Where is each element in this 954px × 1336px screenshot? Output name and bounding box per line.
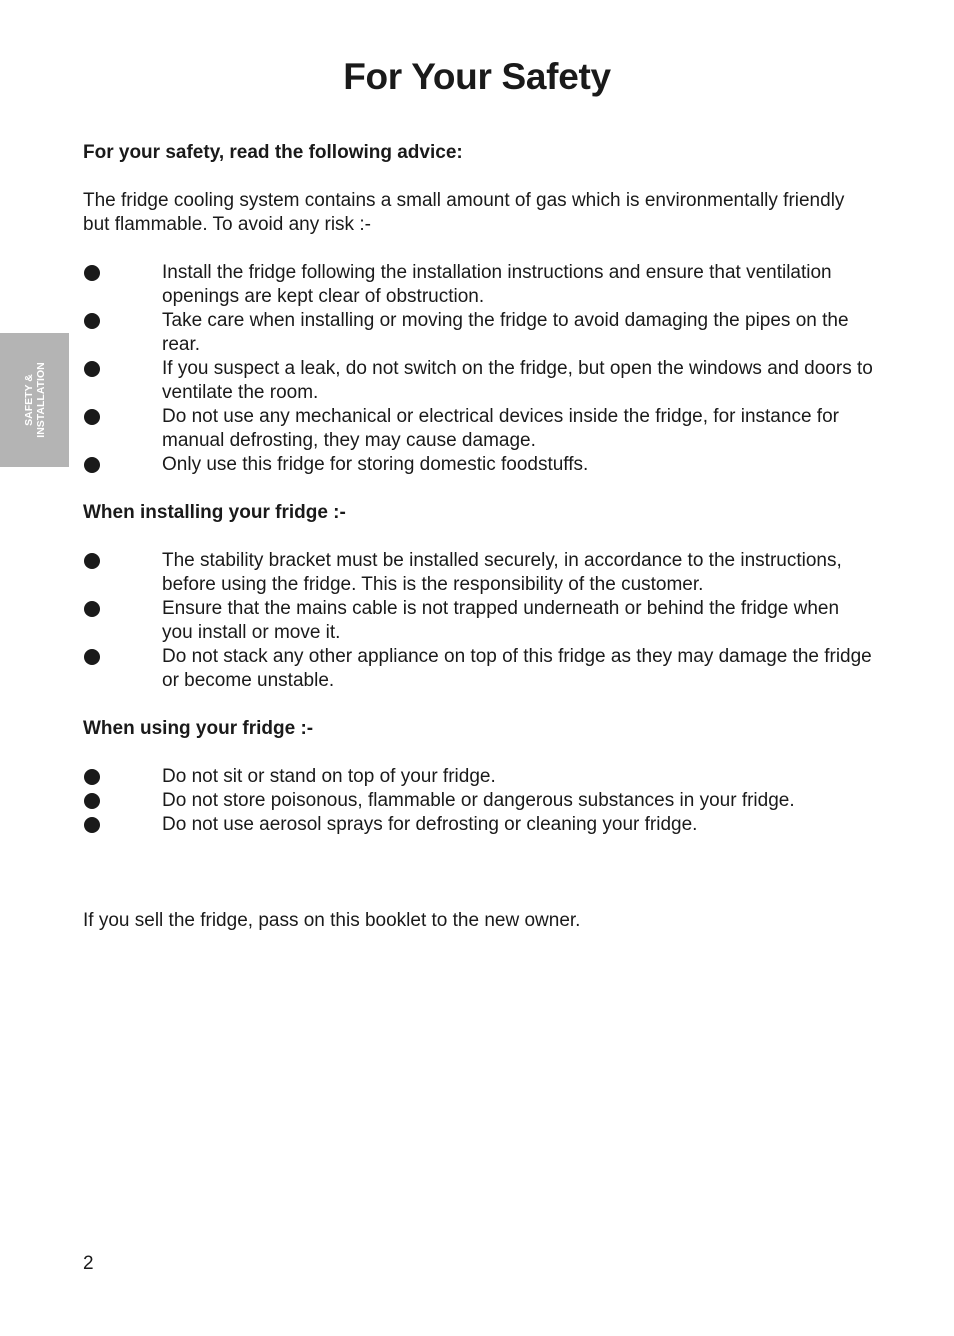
using-bullet-list bbox=[83, 765, 873, 837]
list-item: Take care when installing or moving the fridge to avoid damaging the pipes on the rear. bbox=[83, 309, 873, 357]
bullet-icon bbox=[84, 769, 100, 785]
bullet-icon bbox=[84, 361, 100, 377]
bullet-icon bbox=[84, 313, 100, 329]
intro-paragraph: The fridge cooling system contains a small amount of gas which is environmentally friendly but flammable. To avoid any risk :- bbox=[83, 190, 845, 235]
bullet-icon bbox=[84, 553, 100, 569]
page-title: For Your Safety bbox=[343, 56, 611, 97]
intro-bullet-list bbox=[83, 261, 873, 477]
bullet-icon bbox=[84, 817, 100, 833]
bullet-icon bbox=[84, 457, 100, 473]
list-item: If you suspect a leak, do not switch on the fridge, but open the windows and doors to ventilate the room. bbox=[83, 357, 873, 405]
side-tab-label bbox=[23, 362, 47, 437]
list-item: Install the fridge following the installation instructions and ensure that ventilation openings are kept clear of obstruction. bbox=[83, 261, 873, 309]
bullet-icon bbox=[84, 409, 100, 425]
page-number: 2 bbox=[83, 1253, 94, 1274]
list-item: Ensure that the mains cable is not trapped underneath or behind the fridge when you install or move it. bbox=[83, 597, 873, 645]
bullet-icon bbox=[84, 649, 100, 665]
list-item: Only use this fridge for storing domestic foodstuffs. bbox=[83, 453, 873, 477]
list-item: Do not store poisonous, flammable or dangerous substances in your fridge. bbox=[83, 789, 873, 813]
list-item: The stability bracket must be installed securely, in accordance to the instructions, before using the fridge. This is the responsibility of the customer. bbox=[83, 549, 873, 597]
bullet-icon bbox=[84, 265, 100, 281]
using-heading: When using your fridge :- bbox=[83, 718, 314, 739]
bullet-icon bbox=[84, 793, 100, 809]
intro-heading: For your safety, read the following advice: bbox=[83, 142, 463, 163]
document-body bbox=[83, 141, 873, 933]
list-item: Do not sit or stand on top of your fridge. bbox=[83, 765, 873, 789]
list-item: Do not stack any other appliance on top of this fridge as they may damage the fridge or become unstable. bbox=[83, 645, 873, 693]
list-item: Do not use aerosol sprays for defrosting or cleaning your fridge. bbox=[83, 813, 873, 837]
bullet-icon bbox=[84, 601, 100, 617]
side-tab-line2: INSTALLATION bbox=[35, 362, 47, 438]
section-side-tab bbox=[0, 333, 69, 467]
installing-bullet-list bbox=[83, 549, 873, 693]
side-tab-line1: SAFETY & bbox=[23, 374, 35, 426]
footer-note: If you sell the fridge, pass on this booklet to the new owner. bbox=[83, 910, 581, 931]
list-item: Do not use any mechanical or electrical devices inside the fridge, for instance for manual defrosting, they may cause damage. bbox=[83, 405, 873, 453]
installing-heading: When installing your fridge :- bbox=[83, 502, 346, 523]
